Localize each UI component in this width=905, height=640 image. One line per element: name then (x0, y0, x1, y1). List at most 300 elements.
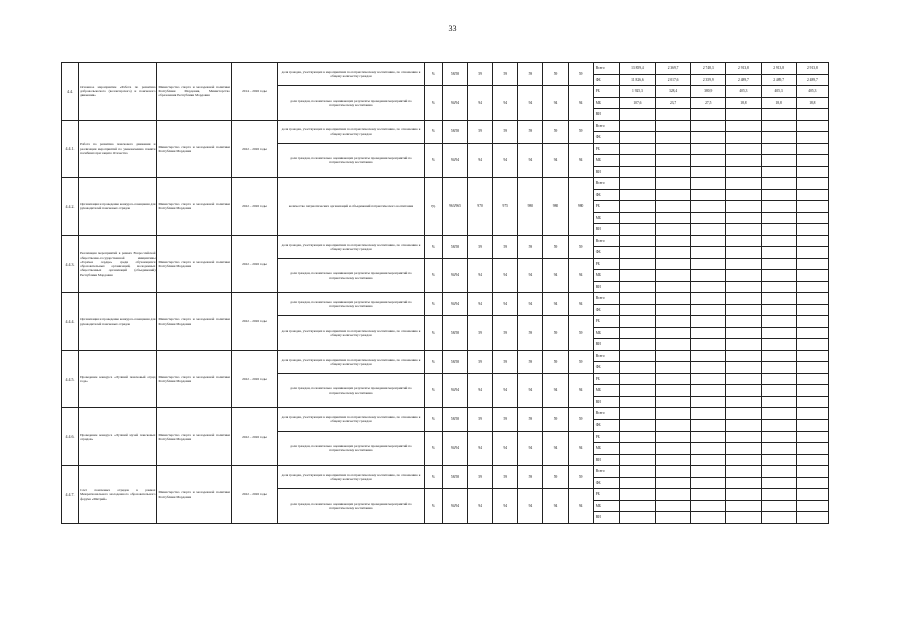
funding-amount-empty (656, 362, 691, 374)
indicator-base-value: 94/94 (442, 489, 467, 524)
funding-amount-empty (796, 477, 828, 489)
funding-amount-empty (796, 201, 828, 213)
funding-source: Всего (593, 293, 619, 305)
indicator-year-value: 94 (568, 373, 593, 408)
funding-amount-empty (619, 500, 655, 512)
indicator-year-value: 59 (568, 350, 593, 373)
indicator-year-value: 94 (568, 489, 593, 524)
funding-source: МБ (593, 212, 619, 224)
funding-amount-empty (796, 500, 828, 512)
funding-amount-empty (726, 120, 761, 132)
funding-amount-empty (619, 443, 655, 455)
indicator-year-value: 94 (468, 489, 493, 524)
row-number: 4.4.2. (62, 178, 79, 236)
funding-amount-empty (761, 120, 796, 132)
indicator-year-value: 59 (518, 235, 543, 258)
funding-amount-empty (619, 419, 655, 431)
funding-amount-empty (796, 155, 828, 167)
funding-source: ВИ (593, 166, 619, 178)
indicator-base-value: 58/58 (442, 120, 467, 143)
row-number: 4.4.5. (62, 350, 79, 408)
funding-source: ФБ (593, 74, 619, 86)
funding-amount-empty (691, 350, 726, 362)
indicator-year-value: 94 (493, 373, 518, 408)
indicator-unit: % (424, 350, 442, 373)
funding-amount-empty (761, 155, 796, 167)
indicator-year-value: 94 (518, 86, 543, 121)
funding-amount-empty (796, 466, 828, 478)
funding-amount-empty (691, 143, 726, 155)
indicator-unit: % (424, 120, 442, 143)
funding-amount-empty (726, 235, 761, 247)
indicator-base-value: 94/94 (442, 431, 467, 466)
funding-amount-empty (796, 408, 828, 420)
funding-amount-empty (796, 120, 828, 132)
indicator-year-value: 94 (493, 143, 518, 178)
indicator-year-value: 94 (493, 258, 518, 293)
funding-amount: 405,3 (726, 86, 761, 98)
funding-source: МБ (593, 97, 619, 109)
funding-amount-empty (656, 120, 691, 132)
indicator-year-value: 59 (468, 466, 493, 489)
indicator-year-value: 59 (543, 350, 568, 373)
funding-amount-empty (619, 408, 655, 420)
indicator-name: доля граждан, участвующих в мероприятиях по патриотическому воспитанию, по отношению к общему количеству граждан (278, 316, 425, 351)
indicator-year-value: 59 (493, 350, 518, 373)
funding-amount-empty (619, 155, 655, 167)
funding-source: ФБ (593, 189, 619, 201)
funding-amount-empty (656, 489, 691, 501)
funding-amount-empty (619, 293, 655, 305)
indicator-year-value: 59 (568, 235, 593, 258)
funding-amount-empty (761, 512, 796, 524)
funding-amount-empty (656, 178, 691, 190)
measure-name: Основное мероприятие «Работа по развитию добровольческого (волонтерского) и поискового движения» (79, 63, 157, 121)
indicator-year-value: 59 (518, 466, 543, 489)
indicator-name: доля граждан, участвующих в мероприятиях по патриотическому воспитанию, по отношению к общему количеству граждан (278, 350, 425, 373)
funding-amount: 107,6 (619, 97, 655, 109)
funding-amount-empty (761, 293, 796, 305)
funding-amount: 11 826,6 (619, 74, 655, 86)
funding-amount-empty (619, 132, 655, 144)
funding-amount-empty (796, 396, 828, 408)
indicator-base-value: 94/94 (442, 293, 467, 316)
funding-amount-empty (656, 155, 691, 167)
indicator-year-value: 94 (518, 143, 543, 178)
indicator-year-value: 94 (518, 431, 543, 466)
funding-amount-empty (761, 304, 796, 316)
funding-amount-empty (761, 258, 796, 270)
funding-source: РБ (593, 258, 619, 270)
funding-amount-empty (761, 431, 796, 443)
indicator-year-value: 59 (493, 63, 518, 86)
funding-amount-empty (761, 489, 796, 501)
funding-amount-empty (796, 270, 828, 282)
funding-amount: 2 489,7 (726, 74, 761, 86)
period: 2022 – 2026 годы (231, 350, 277, 408)
funding-source: РБ (593, 86, 619, 98)
funding-amount-empty (619, 235, 655, 247)
funding-amount-empty (691, 155, 726, 167)
funding-source: Всего (593, 120, 619, 132)
funding-amount-empty (761, 247, 796, 259)
funding-amount-empty (726, 512, 761, 524)
funding-amount-empty (619, 362, 655, 374)
funding-amount-empty (726, 489, 761, 501)
funding-amount-empty (619, 385, 655, 397)
funding-amount-empty (691, 327, 726, 339)
funding-amount-empty (691, 109, 726, 121)
funding-amount-empty (726, 339, 761, 351)
funding-amount-empty (796, 235, 828, 247)
indicator-base-value: 94/94 (442, 373, 467, 408)
funding-amount-empty (761, 454, 796, 466)
funding-amount-empty (726, 419, 761, 431)
funding-amount-empty (726, 293, 761, 305)
indicator-unit: % (424, 373, 442, 408)
indicator-year-value: 94 (468, 86, 493, 121)
page-number: 33 (448, 24, 457, 33)
funding-amount: 2 359,9 (691, 74, 726, 86)
funding-amount-empty (619, 339, 655, 351)
funding-amount-empty (691, 132, 726, 144)
period: 2022 – 2026 годы (231, 466, 277, 524)
funding-amount-empty (619, 120, 655, 132)
row-number: 4.4.7. (62, 466, 79, 524)
funding-amount: 405,3 (796, 86, 828, 98)
funding-source: ВИ (593, 396, 619, 408)
funding-amount: 13 859,4 (619, 63, 655, 75)
funding-amount: 2 369,7 (656, 63, 691, 75)
funding-amount-empty (619, 431, 655, 443)
table-row (62, 408, 829, 420)
funding-amount-empty (619, 109, 655, 121)
indicator-base-value: 94/94 (442, 258, 467, 293)
funding-source: Всего (593, 178, 619, 190)
funding-amount-empty (796, 281, 828, 293)
funding-amount-empty (761, 466, 796, 478)
funding-amount-empty (726, 396, 761, 408)
funding-amount: 2 913,8 (726, 63, 761, 75)
indicator-base-value: 963/965 (442, 178, 467, 236)
indicator-year-value: 59 (543, 466, 568, 489)
funding-amount-empty (619, 212, 655, 224)
indicator-year-value: 59 (568, 316, 593, 351)
table-row (62, 178, 829, 190)
funding-amount-empty (656, 327, 691, 339)
funding-source: МБ (593, 270, 619, 282)
indicator-year-value: 980 (568, 178, 593, 236)
funding-amount-empty (726, 350, 761, 362)
funding-amount-empty (726, 385, 761, 397)
funding-source: Всего (593, 235, 619, 247)
measure-name: Работа по развитию поискового движения и реализация мероприятий по увековечению памяти погибших при защите Отечества (79, 120, 157, 178)
indicator-year-value: 94 (543, 143, 568, 178)
indicator-year-value: 94 (518, 373, 543, 408)
indicator-year-value: 59 (543, 63, 568, 86)
funding-amount-empty (761, 212, 796, 224)
indicator-year-value: 94 (568, 143, 593, 178)
table-row (62, 235, 829, 247)
indicator-year-value: 59 (568, 408, 593, 431)
period: 2014 – 2026 годы (231, 63, 277, 121)
funding-amount-empty (726, 281, 761, 293)
indicator-unit: % (424, 86, 442, 121)
funding-amount-empty (726, 178, 761, 190)
funding-amount-empty (761, 224, 796, 236)
funding-amount-empty (656, 293, 691, 305)
funding-amount-empty (656, 212, 691, 224)
funding-amount-empty (796, 454, 828, 466)
indicator-year-value: 94 (493, 431, 518, 466)
funding-amount-empty (619, 454, 655, 466)
indicator-year-value: 94 (468, 143, 493, 178)
funding-amount-empty (726, 155, 761, 167)
funding-amount-empty (691, 362, 726, 374)
funding-source: Всего (593, 63, 619, 75)
indicator-base-value: 58/58 (442, 466, 467, 489)
indicator-year-value: 94 (493, 86, 518, 121)
funding-amount-empty (619, 477, 655, 489)
indicator-unit: % (424, 63, 442, 86)
indicator-year-value: 59 (568, 63, 593, 86)
funding-amount-empty (691, 466, 726, 478)
period: 2022 – 2026 годы (231, 178, 277, 236)
indicator-base-value: 94/94 (442, 143, 467, 178)
funding-amount-empty (796, 512, 828, 524)
indicator-year-value: 59 (518, 350, 543, 373)
funding-amount-empty (761, 419, 796, 431)
indicator-year-value: 59 (518, 408, 543, 431)
funding-amount-empty (619, 316, 655, 328)
indicator-name: доля граждан, положительно оценивающих результаты проведения мероприятий по патриотическому воспитанию (278, 373, 425, 408)
funding-amount-empty (761, 477, 796, 489)
funding-amount-empty (726, 270, 761, 282)
funding-amount-empty (656, 235, 691, 247)
funding-amount-empty (656, 396, 691, 408)
funding-amount-empty (619, 201, 655, 213)
table-row (62, 120, 829, 132)
funding-amount-empty (726, 431, 761, 443)
funding-amount-empty (691, 512, 726, 524)
period: 2022 – 2026 годы (231, 120, 277, 178)
funding-amount-empty (691, 339, 726, 351)
funding-amount-empty (726, 466, 761, 478)
funding-amount-empty (761, 327, 796, 339)
indicator-year-value: 94 (468, 373, 493, 408)
funding-source: Всего (593, 350, 619, 362)
funding-amount-empty (619, 247, 655, 259)
funding-amount-empty (656, 270, 691, 282)
funding-amount: 405,3 (761, 86, 796, 98)
indicator-year-value: 94 (543, 373, 568, 408)
funding-amount: 2 489,7 (761, 74, 796, 86)
funding-amount-empty (619, 281, 655, 293)
funding-amount-empty (726, 247, 761, 259)
indicator-year-value: 94 (493, 489, 518, 524)
funding-amount-empty (726, 304, 761, 316)
funding-amount-empty (691, 385, 726, 397)
table-row (62, 293, 829, 305)
funding-amount-empty (761, 201, 796, 213)
period: 2022 – 2026 годы (231, 235, 277, 293)
funding-amount-empty (796, 327, 828, 339)
funding-amount-empty (691, 224, 726, 236)
funding-amount-empty (656, 281, 691, 293)
funding-amount-empty (656, 224, 691, 236)
funding-amount-empty (761, 500, 796, 512)
funding-amount-empty (796, 339, 828, 351)
funding-amount-empty (656, 247, 691, 259)
indicator-name: доля граждан, участвующих в мероприятиях по патриотическому воспитанию, по отношению к общему количеству граждан (278, 408, 425, 431)
indicator-name: доля граждан, участвующих в мероприятиях по патриотическому воспитанию, по отношению к общему количеству граждан (278, 120, 425, 143)
funding-amount-empty (619, 189, 655, 201)
indicator-unit: % (424, 316, 442, 351)
funding-amount: 2 748,3 (691, 63, 726, 75)
funding-amount-empty (726, 143, 761, 155)
funding-amount-empty (726, 443, 761, 455)
indicator-base-value: 58/58 (442, 408, 467, 431)
funding-source: ФБ (593, 419, 619, 431)
funding-amount-empty (761, 350, 796, 362)
indicator-name: доля граждан, положительно оценивающих результаты проведения мероприятий по патриотическому воспитанию (278, 431, 425, 466)
funding-amount-empty (796, 178, 828, 190)
funding-amount-empty (656, 143, 691, 155)
funding-amount-empty (656, 189, 691, 201)
funding-source: РБ (593, 143, 619, 155)
funding-amount-empty (796, 419, 828, 431)
indicator-name: доля граждан, положительно оценивающих результаты проведения мероприятий по патриотическому воспитанию (278, 86, 425, 121)
indicator-unit: % (424, 466, 442, 489)
funding-amount: 2 913,8 (796, 63, 828, 75)
funding-amount-empty (619, 166, 655, 178)
indicator-base-value: 58/58 (442, 316, 467, 351)
indicator-unit: % (424, 235, 442, 258)
funding-source: ФБ (593, 362, 619, 374)
funding-source: РБ (593, 489, 619, 501)
funding-amount-empty (656, 201, 691, 213)
executor: Министерство спорта и молодежной политики Республики Мордовия, Министерство образования Республики Мордовия (157, 63, 231, 121)
funding-amount-empty (726, 373, 761, 385)
measure-name: Реализация мероприятий в рамках Всероссийской общественно-государственной инициативы «Горячее сердце» среди обучающихся образовательных организаций, молодежных общественных организаций (объединений) Республики Мордовия (79, 235, 157, 293)
indicator-year-value: 94 (543, 258, 568, 293)
funding-amount-empty (796, 431, 828, 443)
funding-amount-empty (656, 258, 691, 270)
funding-amount-empty (796, 109, 828, 121)
indicator-year-value: 94 (518, 489, 543, 524)
indicator-year-value: 59 (493, 235, 518, 258)
funding-amount-empty (691, 304, 726, 316)
funding-source: МБ (593, 155, 619, 167)
funding-amount-empty (796, 350, 828, 362)
measure-name: Организация и проведение конкурса-совещания для руководителей поисковых отрядов (79, 178, 157, 236)
funding-amount-empty (619, 143, 655, 155)
indicator-name: доля граждан, положительно оценивающих результаты проведения мероприятий по патриотическому воспитанию (278, 143, 425, 178)
indicator-year-value: 94 (493, 293, 518, 316)
indicator-year-value: 94 (568, 431, 593, 466)
funding-amount-empty (761, 189, 796, 201)
funding-amount-empty (726, 258, 761, 270)
funding-amount-empty (691, 443, 726, 455)
funding-amount-empty (761, 385, 796, 397)
funding-amount-empty (796, 224, 828, 236)
funding-amount-empty (656, 373, 691, 385)
indicator-year-value: 59 (493, 120, 518, 143)
funding-amount-empty (619, 512, 655, 524)
funding-amount-empty (691, 373, 726, 385)
funding-amount-empty (761, 408, 796, 420)
funding-amount-empty (796, 189, 828, 201)
indicator-year-value: 59 (568, 466, 593, 489)
funding-amount-empty (656, 512, 691, 524)
funding-source: МБ (593, 500, 619, 512)
funding-amount-empty (656, 109, 691, 121)
indicator-year-value: 94 (468, 431, 493, 466)
funding-source: Всего (593, 466, 619, 478)
funding-amount-empty (656, 443, 691, 455)
indicator-year-value: 59 (518, 316, 543, 351)
funding-amount-empty (691, 189, 726, 201)
funding-source: ФБ (593, 132, 619, 144)
indicator-base-value: 58/58 (442, 235, 467, 258)
funding-amount-empty (691, 178, 726, 190)
funding-amount-empty (656, 316, 691, 328)
funding-amount-empty (691, 270, 726, 282)
funding-source: ВИ (593, 224, 619, 236)
funding-amount-empty (691, 281, 726, 293)
funding-amount-empty (796, 489, 828, 501)
funding-amount-empty (796, 258, 828, 270)
funding-amount-empty (761, 443, 796, 455)
funding-amount-empty (656, 385, 691, 397)
funding-source: ФБ (593, 247, 619, 259)
indicator-base-value: 94/94 (442, 86, 467, 121)
funding-source: ВИ (593, 281, 619, 293)
funding-amount: 1 925,3 (619, 86, 655, 98)
funding-amount-empty (796, 316, 828, 328)
funding-amount-empty (691, 431, 726, 443)
indicator-year-value: 980 (518, 178, 543, 236)
indicator-year-value: 59 (493, 316, 518, 351)
funding-source: Всего (593, 408, 619, 420)
funding-amount-empty (726, 454, 761, 466)
funding-amount: 328,4 (656, 86, 691, 98)
indicator-base-value: 58/58 (442, 350, 467, 373)
funding-source: МБ (593, 327, 619, 339)
funding-amount-empty (796, 385, 828, 397)
funding-amount-empty (726, 477, 761, 489)
indicator-unit: ед. (424, 178, 442, 236)
funding-amount: 2 489,7 (796, 74, 828, 86)
funding-amount-empty (726, 362, 761, 374)
funding-amount-empty (656, 477, 691, 489)
funding-source: ВИ (593, 109, 619, 121)
period: 2022 – 2026 годы (231, 293, 277, 351)
funding-amount-empty (796, 293, 828, 305)
funding-source: ФБ (593, 304, 619, 316)
indicator-year-value: 59 (468, 235, 493, 258)
funding-amount-empty (761, 281, 796, 293)
funding-amount-empty (619, 396, 655, 408)
indicator-year-value: 59 (493, 408, 518, 431)
executor: Министерство спорта и молодежной политики Республики Мордовия (157, 293, 231, 351)
indicator-name: доля граждан, положительно оценивающих результаты проведения мероприятий по патриотическому воспитанию (278, 489, 425, 524)
indicator-name: доля граждан, положительно оценивающих результаты проведения мероприятий по патриотическому воспитанию (278, 293, 425, 316)
funding-amount-empty (796, 166, 828, 178)
indicator-year-value: 59 (468, 350, 493, 373)
indicator-year-value: 975 (493, 178, 518, 236)
indicator-name: доля граждан, положительно оценивающих результаты проведения мероприятий по патриотическому воспитанию (278, 258, 425, 293)
